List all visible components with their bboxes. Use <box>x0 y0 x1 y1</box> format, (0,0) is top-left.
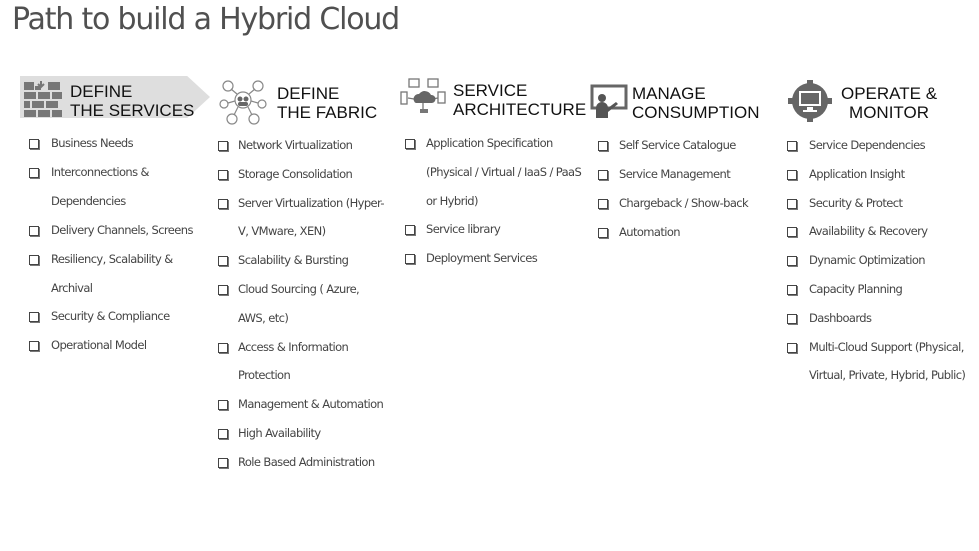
bullet-checkbox-icon <box>787 343 797 353</box>
list-item: Protection <box>238 368 291 383</box>
bullet-checkbox-icon <box>218 199 228 209</box>
bullet-checkbox-icon <box>405 139 415 149</box>
bullet-checkbox-icon <box>29 168 39 178</box>
list-item: Self Service Catalogue <box>619 138 736 152</box>
list-item: Capacity Planning <box>809 282 903 296</box>
heading-define-the-fabric: DEFINE THE FABRIC <box>277 84 378 122</box>
list-item: Dashboards <box>809 310 872 325</box>
list-item: Business Needs <box>51 136 134 150</box>
bullet-checkbox-icon <box>218 429 228 439</box>
page-title: Path to build a Hybrid Cloud <box>12 2 400 37</box>
list-item: Role Based Administration <box>238 454 375 469</box>
list-item: Scalability & Bursting <box>238 253 349 268</box>
bullet-checkbox-icon <box>218 256 228 266</box>
bullet-checkbox-icon <box>29 226 39 236</box>
list-item: Service Dependencies <box>809 138 925 152</box>
list-item: Management & Automation <box>238 397 384 412</box>
bullet-checkbox-icon <box>405 254 415 264</box>
list-item: AWS, etc) <box>238 310 289 325</box>
bullet-checkbox-icon <box>218 141 228 151</box>
list-item: Network Virtualization <box>238 138 353 152</box>
bullet-checkbox-icon <box>787 285 797 295</box>
list-item: (Physical / Virtual / IaaS / PaaS <box>426 164 582 179</box>
list-item: Security & Compliance <box>51 309 170 324</box>
heading-service-architecture: SERVICE ARCHITECTURE <box>453 81 587 119</box>
list-item: Dependencies <box>51 193 126 208</box>
bullet-checkbox-icon <box>29 139 39 149</box>
bullet-checkbox-icon <box>218 458 228 468</box>
heading-manage-consumption: MANAGE CONSUMPTION <box>632 84 760 122</box>
brick-wall-arrows-icon <box>22 80 64 118</box>
heading-define-the-services: DEFINE THE SERVICES <box>70 82 195 120</box>
cloud-devices-icon <box>398 76 448 114</box>
list-item: Resiliency, Scalability & <box>51 251 173 266</box>
network-fabric-icon <box>218 78 268 126</box>
list-item: Service library <box>426 222 501 237</box>
list-item: Application Specification <box>426 136 553 150</box>
list-item: Automation <box>619 224 680 239</box>
list-item: Virtual, Private, Hybrid, Public) <box>809 368 966 383</box>
monitor-gear-icon <box>788 80 832 122</box>
list-item: Interconnections & <box>51 164 149 179</box>
heading-operate-monitor: OPERATE & MONITOR <box>841 84 938 122</box>
bullet-checkbox-icon <box>787 256 797 266</box>
list-item: Operational Model <box>51 338 147 353</box>
bullet-checkbox-icon <box>787 199 797 209</box>
list-item: Multi-Cloud Support (Physical, <box>809 339 964 354</box>
bullet-checkbox-icon <box>218 343 228 353</box>
list-item: V, VMware, XEN) <box>238 224 326 239</box>
list-item: Cloud Sourcing ( Azure, <box>238 282 360 296</box>
bullet-checkbox-icon <box>787 314 797 324</box>
bullet-checkbox-icon <box>29 341 39 351</box>
list-item: Dynamic Optimization <box>809 253 925 268</box>
bullet-checkbox-icon <box>29 255 39 265</box>
presenter-board-icon <box>590 84 630 120</box>
bullet-checkbox-icon <box>787 170 797 180</box>
bullet-checkbox-icon <box>598 141 608 151</box>
list-item: Application Insight <box>809 166 905 181</box>
list-item: Archival <box>51 280 93 295</box>
bullet-checkbox-icon <box>29 312 39 322</box>
list-item: Storage Consolidation <box>238 166 353 181</box>
bullet-checkbox-icon <box>218 400 228 410</box>
list-item: Chargeback / Show-back <box>619 195 749 210</box>
list-item: Delivery Channels, Screens <box>51 222 193 237</box>
bullet-checkbox-icon <box>218 170 228 180</box>
list-item: or Hybrid) <box>426 193 478 208</box>
list-item: Access & Information <box>238 339 349 354</box>
list-item: Service Management <box>619 166 731 181</box>
list-item: Deployment Services <box>426 251 538 266</box>
list-item: High Availability <box>238 426 321 440</box>
bullet-checkbox-icon <box>787 227 797 237</box>
list-item: Server Virtualization (Hyper- <box>238 195 384 210</box>
list-item: Security & Protect <box>809 195 903 210</box>
list-item: Availability & Recovery <box>809 224 928 239</box>
bullet-checkbox-icon <box>598 199 608 209</box>
bullet-checkbox-icon <box>598 228 608 238</box>
bullet-checkbox-icon <box>787 141 797 151</box>
bullet-checkbox-icon <box>405 225 415 235</box>
bullet-checkbox-icon <box>598 170 608 180</box>
bullet-checkbox-icon <box>218 285 228 295</box>
